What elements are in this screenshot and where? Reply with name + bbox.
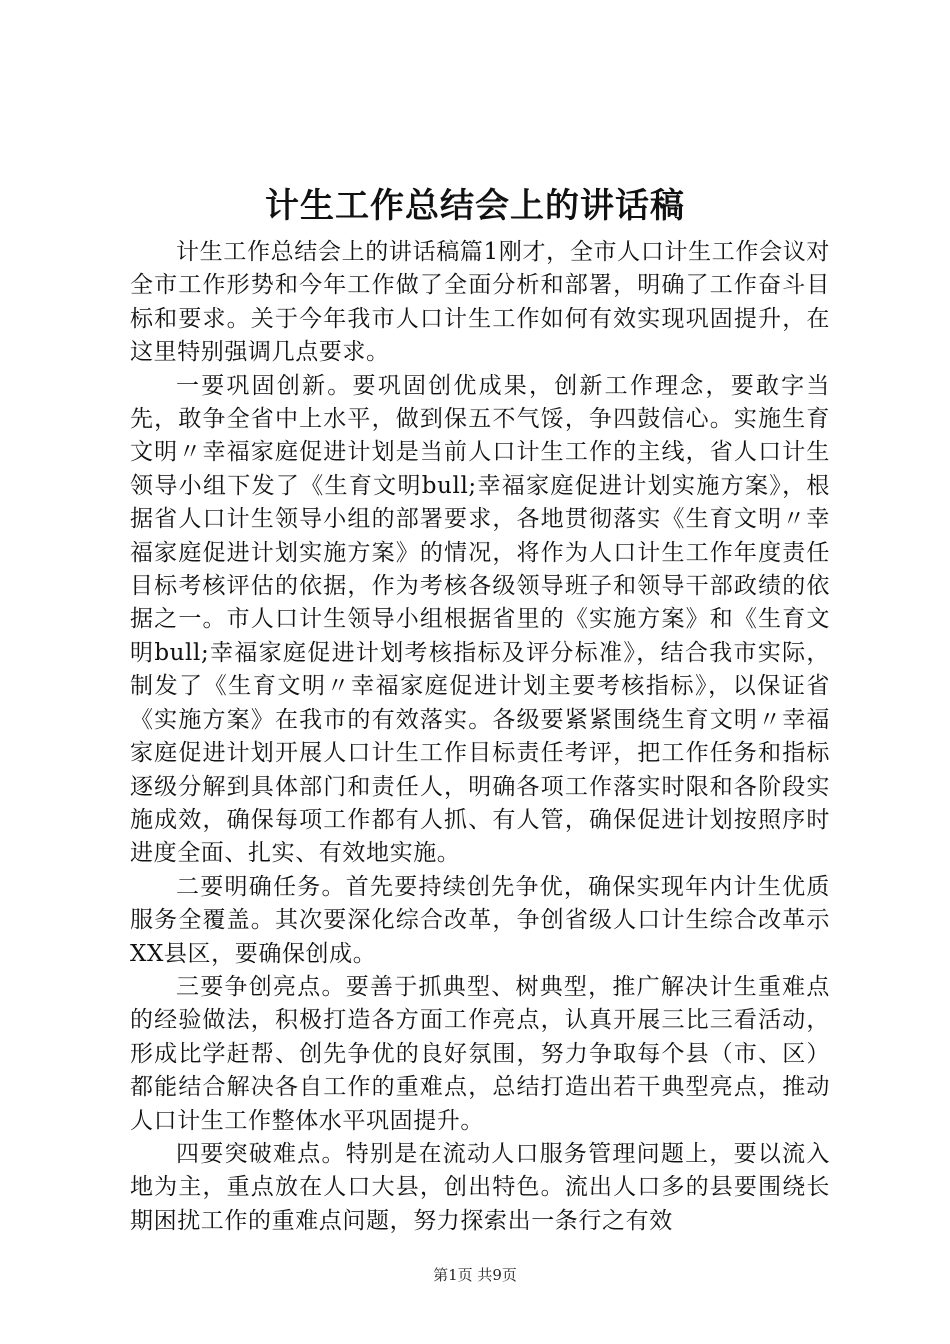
page-number-footer: 第1页 共9页	[433, 1266, 517, 1284]
document-body	[130, 236, 830, 1238]
paragraph-point-3: 三要争创亮点。要善于抓典型、树典型，推广解决计生重难点的经验做法，积极打造各方面工作亮点，认真开展三比三看活动，形成比学赶帮、创先争优的良好氛围，努力争取每个县（市、区）都能结合解决各自工作的重难点，总结打造出若干典型亮点，推动人口计生工作整体水平巩固提升。	[130, 973, 830, 1134]
paragraph-point-2: 二要明确任务。首先要持续创先争优，确保实现年内计生优质服务全覆盖。其次要深化综合改革，争创省级人口计生综合改革示XX县区，要确保创成。	[130, 873, 830, 967]
paragraph-intro: 计生工作总结会上的讲话稿篇1刚才，全市人口计生工作会议对全市工作形势和今年工作做了全面分析和部署，明确了工作奋斗目标和要求。关于今年我市人口计生工作如何有效实现巩固提升，在这里特别强调几点要求。	[130, 239, 830, 366]
paragraph-point-4: 四要突破难点。特别是在流动人口服务管理问题上，要以流入地为主，重点放在人口大县，创出特色。流出人口多的县要围绕长期困扰工作的重难点问题，努力探索出一条行之有效	[130, 1140, 830, 1234]
document-title: 计生工作总结会上的讲话稿	[265, 186, 685, 226]
paragraph-point-1: 一要巩固创新。要巩固创优成果，创新工作理念，要敢字当先，敢争全省中上水平，做到保五不气馁，争四鼓信心。实施生育文明〃幸福家庭促进计划是当前人口计生工作的主线，省人口计生领导小组下发了《生育文明bull;幸福家庭促进计划实施方案》，根据省人口计生领导小组的部署要求，各地贯彻落实《生育文明〃幸福家庭促进计划实施方案》的情况，将作为人口计生工作年度责任目标考核评估的依据，作为考核各级领导班子和领导干部政绩的依据之一。市人口计生领导小组根据省里的《实施方案》和《生育文明bull;幸福家庭促进计划考核指标及评分标准》，结合我市实际，制发了《生育文明〃幸福家庭促进计划主要考核指标》，以保证省《实施方案》在我市的有效落实。各级要紧紧围绕生育文明〃幸福家庭促进计划开展人口计生工作目标责任考评，把工作任务和指标逐级分解到具体部门和责任人，明确各项工作落实时限和各阶段实施成效，确保每项工作都有人抓、有人管，确保促进计划按照序时进度全面、扎实、有效地实施。	[130, 372, 830, 867]
